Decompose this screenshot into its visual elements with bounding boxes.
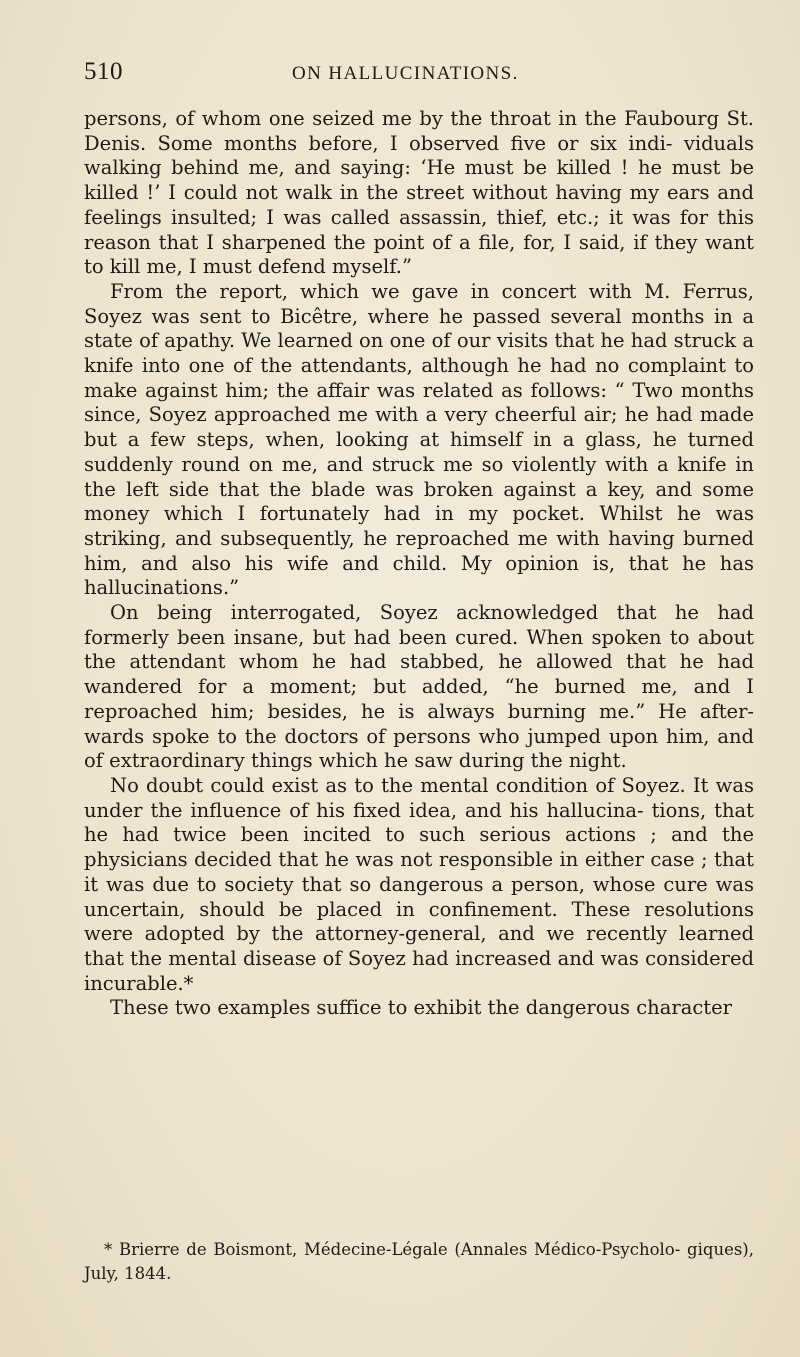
paragraph-interrogation: On being interrogated, Soyez acknowledged that he had formerly been insane, but had been cured. When spoken to about the attendant whom he had stabbed, he allowed that he had wandered for a moment; but added, “he burned me, and I reproached him; besides, he is always burning me.” He after- wards spoke to the doctors of persons who jumped upon him, and of extraordinary things which he saw during the night. [84,601,754,773]
paragraph-mental-condition: No doubt could exist as to the mental condition of Soyez. It was under the influence of his fixed idea, and his hallucina- tions, that he had twice been incited to such serious actions ; and the physicians decided that he was not responsible in either case ; that it was due to society that so dangerous a person, whose cure was uncertain, should be placed in confinement. These resolutions were adopted by the attorney-general, and we recently learned that the mental disease of Soyez had increased and was considered incurable.* [84,773,754,995]
body-text [84,107,754,1021]
page-number: 510 [84,58,123,85]
paragraph-examples: These two examples suffice to exhibit the dangerous character [110,996,732,1020]
footnote: * Brierre de Boismont, Médecine-Légale (Annales Médico-Psycholo- giques), July, 1844. [84,1240,754,1283]
paragraph-continued: persons, of whom one seized me by the throat in the Faubourg St. Denis. Some months before, I observed five or six indi- viduals walking behind me, and saying: ‘He must be killed ! he must be killed !’ I could not walk in the street without having my ears and feelings insulted; I was called assassin, thief, etc.; it was for this reason that I sharpened the point of a file, for, I said, if they want to kill me, I must defend myself.” [84,107,754,279]
paragraph-ferrus-report: From the report, which we gave in concert with M. Ferrus, Soyez was sent to Bicêtre, where he passed several months in a state of apathy. We learned on one of our visits that he had struck a knife into one of the attendants, although he had no complaint to make against him; the affair was related as follows: “ Two months since, Soyez approached me with a very cheerful air; he had made but a few steps, when, looking at himself in a glass, he turned suddenly round on me, and struck me so violently with a knife in the left side that the blade was broken against a key, and some money which I fortunately had in my pocket. Whilst he was striking, and subsequently, he reproached me with having burned him, and also his wife and child. My opinion is, that he has hallucinations.” [84,279,754,600]
running-title: ON HALLUCINATIONS. [292,63,519,84]
running-head [0,58,800,88]
